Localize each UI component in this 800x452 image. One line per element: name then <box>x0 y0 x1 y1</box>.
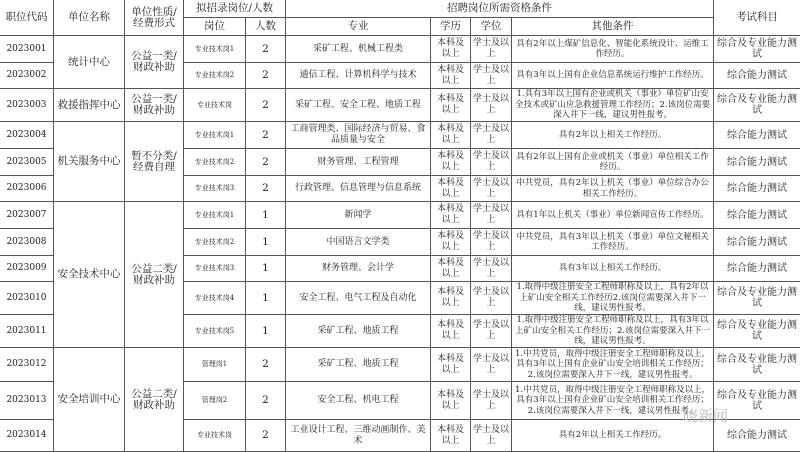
table-row <box>0 202 800 229</box>
header-count: 人数 <box>246 18 286 36</box>
other-conditions: 具有2年以上国有企业或机关（事业）单位相关工作经历。 <box>512 149 714 176</box>
other-conditions: 具有2年以上相关工作经历。 <box>512 122 714 149</box>
exam-subject: 综合及专业能力测试 <box>714 382 800 420</box>
major: 安全工程、机电工程 <box>286 382 431 420</box>
post-count: 1 <box>246 282 286 315</box>
header-major: 专业 <box>286 18 431 36</box>
position-code: 2023006 <box>0 176 54 202</box>
unit-nature: 公益一类/财政补助 <box>125 89 184 122</box>
post-count: 2 <box>246 63 286 89</box>
header-post: 岗位 <box>184 18 246 36</box>
header-plan: 拟招录岗位/人数 <box>184 0 286 18</box>
exam-subject: 综合能力测试 <box>714 229 800 256</box>
education: 本科及以上 <box>431 89 471 122</box>
education: 本科及以上 <box>431 348 471 382</box>
header-nature: 单位性质/经费形式 <box>125 0 184 36</box>
degree: 学士及以上 <box>471 382 512 420</box>
degree: 学士及以上 <box>471 202 512 229</box>
table-row <box>0 89 800 122</box>
position-code: 2023001 <box>0 36 54 63</box>
unit-nature: 公益二类/财政补助 <box>125 202 184 348</box>
degree: 学士及以上 <box>471 176 512 202</box>
post-name: 管理岗1 <box>184 348 246 382</box>
post-name: 专业技术岗 <box>184 89 246 122</box>
exam-subject: 综合及专业能力测试 <box>714 89 800 122</box>
post-count: 2 <box>246 382 286 420</box>
other-conditions: 1.取得中级注册安全工程师职称及以上，具有3年以上矿山安全相关工作经历；2.该岗位需要深入井下一线，建议男性报考。 <box>512 315 714 348</box>
education: 本科及以上 <box>431 122 471 149</box>
post-count: 2 <box>246 122 286 149</box>
major: 财务管理、工程管理 <box>286 149 431 176</box>
post-count: 2 <box>246 36 286 63</box>
position-code: 2023008 <box>0 229 54 256</box>
other-conditions: 1.具有3年以上国有企业或机关（事业）单位矿山安全技术或矿山应急救援管理工作经历；2.该岗位需要深入井下一线，建议男性报考。 <box>512 89 714 122</box>
post-count: 1 <box>246 315 286 348</box>
education: 本科及以上 <box>431 282 471 315</box>
position-code: 2023004 <box>0 122 54 149</box>
education: 本科及以上 <box>431 315 471 348</box>
post-name: 专业技术岗3 <box>184 176 246 202</box>
major: 采矿工程、机械工程类 <box>286 36 431 63</box>
post-count: 1 <box>246 229 286 256</box>
education: 本科及以上 <box>431 63 471 89</box>
major: 中国语言文学类 <box>286 229 431 256</box>
post-count: 2 <box>246 420 286 452</box>
degree: 学士及以上 <box>471 122 512 149</box>
exam-subject: 综合能力测试 <box>714 122 800 149</box>
position-code: 2023011 <box>0 315 54 348</box>
other-conditions: 具有3年以上国有企业信息系统运行维护工作经历。 <box>512 63 714 89</box>
position-code: 2023010 <box>0 282 54 315</box>
major: 新闻学 <box>286 202 431 229</box>
major: 安全工程、电气工程及自动化 <box>286 282 431 315</box>
post-name: 专业技术岗1 <box>184 122 246 149</box>
table-row <box>0 36 800 63</box>
post-name: 专业技术岗1 <box>184 202 246 229</box>
header-exam: 考试科目 <box>714 0 800 36</box>
education: 本科及以上 <box>431 176 471 202</box>
degree: 学士及以上 <box>471 348 512 382</box>
degree: 学士及以上 <box>471 282 512 315</box>
post-name: 专业技术岗 <box>184 420 246 452</box>
major: 工业设计工程、三维动画制作、美术 <box>286 420 431 452</box>
position-code: 2023007 <box>0 202 54 229</box>
post-count: 1 <box>246 256 286 282</box>
degree: 学士及以上 <box>471 420 512 452</box>
education: 本科及以上 <box>431 256 471 282</box>
position-code: 2023003 <box>0 89 54 122</box>
major: 财务管理、会计学 <box>286 256 431 282</box>
position-code: 2023012 <box>0 348 54 382</box>
header-edu: 学历 <box>431 18 471 36</box>
unit-nature: 公益二类/财政补助 <box>125 348 184 452</box>
unit-nature: 公益一类/财政补助 <box>125 36 184 89</box>
degree: 学士及以上 <box>471 315 512 348</box>
education: 本科及以上 <box>431 229 471 256</box>
watermark: 晓新闻 <box>683 407 729 425</box>
degree: 学士及以上 <box>471 256 512 282</box>
degree: 学士及以上 <box>471 149 512 176</box>
exam-subject: 综合能力测试 <box>714 420 800 452</box>
exam-subject: 综合能力测试 <box>714 256 800 282</box>
education: 本科及以上 <box>431 36 471 63</box>
header-unit: 单位名称 <box>54 0 125 36</box>
position-code: 2023014 <box>0 420 54 452</box>
education: 本科及以上 <box>431 202 471 229</box>
degree: 学士及以上 <box>471 36 512 63</box>
unit-nature: 暂不分类/经费自理 <box>125 122 184 202</box>
header-degree: 学位 <box>471 18 512 36</box>
unit-name: 救援指挥中心 <box>54 89 125 122</box>
degree: 学士及以上 <box>471 63 512 89</box>
post-name: 专业技术岗3 <box>184 256 246 282</box>
education: 本科及以上 <box>431 149 471 176</box>
post-count: 2 <box>246 176 286 202</box>
post-name: 管理岗2 <box>184 382 246 420</box>
degree: 学士及以上 <box>471 89 512 122</box>
post-name: 专业技术岗2 <box>184 63 246 89</box>
degree: 学士及以上 <box>471 229 512 256</box>
major: 工商管理类、国际经济与贸易、食品质量与安全 <box>286 122 431 149</box>
position-code: 2023002 <box>0 63 54 89</box>
major: 采矿工程、安全工程、地质工程 <box>286 89 431 122</box>
header-other: 其他条件 <box>512 18 714 36</box>
education: 本科及以上 <box>431 382 471 420</box>
major: 采矿工程、地质工程 <box>286 315 431 348</box>
post-name: 专业技术岗2 <box>184 149 246 176</box>
exam-subject: 综合能力测试 <box>714 176 800 202</box>
post-name: 专业技术岗4 <box>184 282 246 315</box>
unit-name: 安全技术中心 <box>54 202 125 348</box>
post-count: 1 <box>246 202 286 229</box>
exam-subject: 综合及专业能力测试 <box>714 315 800 348</box>
education: 本科及以上 <box>431 420 471 452</box>
other-conditions: 具有1年以上机关（事业）单位新闻宣传工作经历。 <box>512 202 714 229</box>
other-conditions: 1.取得中级注册安全工程师职称及以上，具有2年以上矿山安全相关工作经历2.该岗位需要深入井下一线，建议男性报考。 <box>512 282 714 315</box>
table-row <box>0 122 800 149</box>
unit-name: 安全培训中心 <box>54 348 125 452</box>
major: 行政管理、信息管理与信息系统 <box>286 176 431 202</box>
other-conditions: 1.中共党员，取得中级注册安全工程师职称及以上，具有3年以上国有企业矿山安全培训相关工作经历；2.该岗位需要深入井下一线，建议男性报考。 <box>512 382 714 420</box>
unit-name: 统计中心 <box>54 36 125 89</box>
exam-subject: 综合及专业能力测试 <box>714 282 800 315</box>
header-code: 职位代码 <box>0 0 54 36</box>
other-conditions: 中共党员，具有2年以上机关（事业）单位综合办公相关工作经历。 <box>512 176 714 202</box>
position-code: 2023005 <box>0 149 54 176</box>
exam-subject: 综合及专业能力测试 <box>714 348 800 382</box>
other-conditions: 具有2年以上相关工作经历。 <box>512 420 714 452</box>
other-conditions: 具有3年以上相关工作经历。 <box>512 256 714 282</box>
post-count: 2 <box>246 89 286 122</box>
exam-subject: 综合能力测试 <box>714 63 800 89</box>
post-count: 2 <box>246 348 286 382</box>
header-qual: 招聘岗位所需资格条件 <box>286 0 714 18</box>
other-conditions: 中共党员，具有3年以上机关（事业）单位文秘相关工作经历。 <box>512 229 714 256</box>
major: 采矿工程、地质工程 <box>286 348 431 382</box>
post-count: 2 <box>246 149 286 176</box>
other-conditions: 具有2年以上煤矿信息化、智能化系统设计、运维工作经历。 <box>512 36 714 63</box>
other-conditions: 1.中共党员，取得中级注册安全工程师职称及以上，具有3年以上国有企业矿山安全培训相关工作经历；2.该岗位需要深入井下一线，建议男性报考。 <box>512 348 714 382</box>
post-name: 专业技术岗1 <box>184 36 246 63</box>
major: 通信工程、计算机科学与技术 <box>286 63 431 89</box>
exam-subject: 综合能力测试 <box>714 149 800 176</box>
unit-name: 机关服务中心 <box>54 122 125 202</box>
position-code: 2023009 <box>0 256 54 282</box>
post-name: 专业技术岗5 <box>184 315 246 348</box>
post-name: 专业技术岗2 <box>184 229 246 256</box>
exam-subject: 综合及专业能力测试 <box>714 36 800 63</box>
exam-subject: 综合能力测试 <box>714 202 800 229</box>
position-code: 2023013 <box>0 382 54 420</box>
table-row <box>0 348 800 382</box>
